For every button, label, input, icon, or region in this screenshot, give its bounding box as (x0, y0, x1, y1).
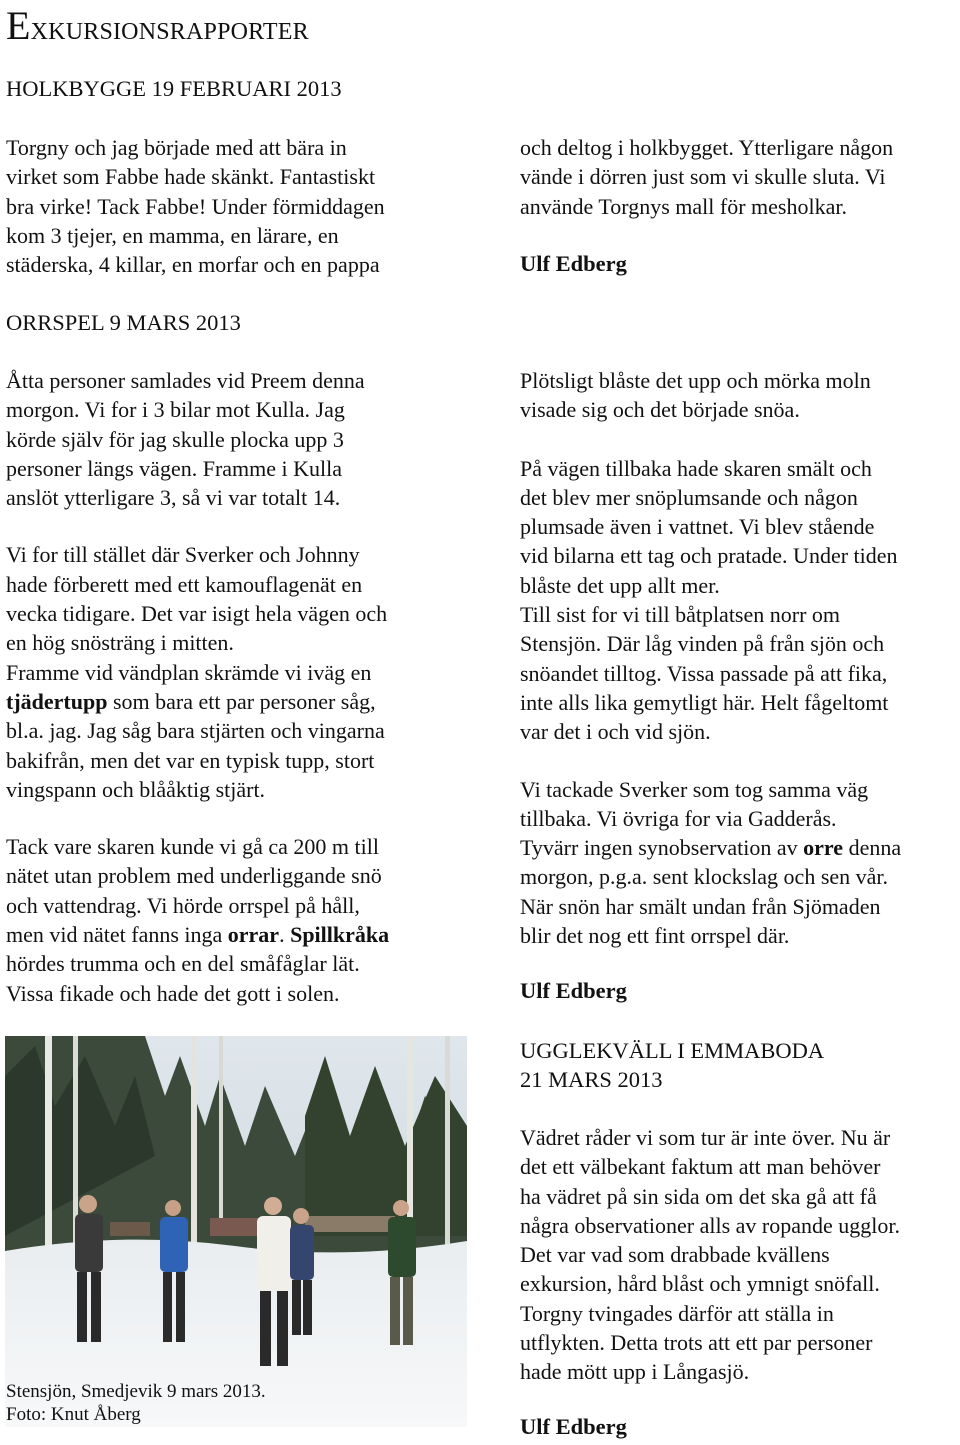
orrspel-heading: ORRSPEL 9 MARS 2013 (6, 310, 241, 335)
text-line: plumsade även i vattnet. Vi blev stående (520, 514, 875, 540)
text-line: Vi tackade Sverker som tog samma väg (520, 776, 869, 802)
text-line: vid bilarna ett tag och pratade. Under tiden (520, 543, 898, 569)
spacer (6, 512, 389, 540)
text-line (520, 833, 901, 862)
caption-line: Stensjön, Smedjevik 9 mars 2013. (6, 1381, 266, 1402)
text-line: snöandet tilltog. Vissa passade på att fika, (520, 660, 888, 686)
ugglekvall-heading (520, 1036, 824, 1094)
text-line: tillbaka. Vi övriga for via Gadderås. (520, 805, 837, 831)
text-line: bl.a. jag. Jag såg bara stjärten och vingarna (6, 718, 385, 744)
text-line: På vägen tillbaka hade skaren smält och (520, 455, 872, 481)
text-line: blir det nog ett fint orrspel där. (520, 923, 790, 949)
text-line: virket som Fabbe hade skänkt. Fantastiskt (6, 164, 376, 190)
bold-word-orrar: orrar (227, 922, 280, 948)
text-line: det blev mer snöplumsande och någon (520, 484, 858, 510)
holkbygge-signature: Ulf Edberg (520, 251, 627, 276)
text-line: Framme vid vändplan skrämde vi iväg en (6, 659, 372, 685)
text-line: nätet utan problem med underliggande snö (6, 863, 382, 889)
text-line: exkursion, hård blåst och ymnigt snöfall. (520, 1271, 880, 1297)
text-line: kom 3 tjejer, en mamma, en lärare, en (6, 222, 339, 248)
holkbygge-heading: HOLKBYGGE 19 FEBRUARI 2013 (6, 76, 342, 101)
text-fragment: men vid nätet fanns inga (6, 922, 228, 948)
ugglekvall-signature: Ulf Edberg (520, 1414, 627, 1439)
title-rest: XKURSIONSRAPPORTER (30, 19, 309, 45)
text-line: Torgny och jag började med att bära in (6, 135, 347, 160)
text-fragment: . (279, 922, 291, 948)
winter-forest-photo (5, 1036, 467, 1427)
heading-line: 21 MARS 2013 (520, 1067, 663, 1092)
page-title (6, 2, 309, 49)
text-line: Åtta personer samlades vid Preem denna (6, 368, 365, 393)
photo-stensjon (5, 1036, 467, 1427)
text-line: Vädret råder vi som tur är inte över. Nu är (520, 1125, 891, 1150)
text-line: Plötsligt blåste det upp och mörka moln (520, 368, 871, 393)
ugglekvall-text (520, 1123, 900, 1387)
text-line (6, 687, 389, 716)
text-line: några observationer alls av ropande ugglor. (520, 1212, 900, 1238)
text-line: Till sist for vi till båtplatsen norr om (520, 602, 841, 628)
text-line: Vi for till stället där Sverker och Johnny (6, 542, 360, 568)
text-line: städerska, 4 killar, en morfar och en pappa (6, 252, 380, 278)
photo-credit: Foto: Knut Åberg (6, 1404, 141, 1425)
text-line: körde själv för jag skulle plocka upp 3 (6, 426, 344, 452)
text-line: visade sig och det började snöa. (520, 397, 800, 423)
text-line: bakifrån, men det var en typisk tupp, stort (6, 747, 375, 773)
text-line: vecka tidigare. Det var isigt hela vägen och (6, 601, 388, 627)
text-line: När snön har smält undan från Sjömaden (520, 893, 881, 919)
heading-line: UGGLEKVÄLL I EMMABODA (520, 1038, 825, 1063)
text-line: utflykten. Detta trots att ett par personer (520, 1330, 873, 1356)
text-line (6, 920, 389, 949)
text-line: hade mött upp i Långasjö. (520, 1359, 750, 1385)
text-line: Torgny tvingades därför att ställa in (520, 1300, 834, 1326)
text-line: och vattendrag. Vi hörde orrspel på håll, (6, 892, 360, 918)
text-line: bra virke! Tack Fabbe! Under förmiddagen (6, 193, 385, 219)
spacer (520, 747, 901, 775)
text-line: inte alls lika gemytligt här. Helt fågeltomt (520, 689, 889, 715)
holkbygge-right-text (520, 133, 893, 221)
text-line: personer längs vägen. Framme i Kulla (6, 455, 343, 481)
title-initial: E (6, 3, 31, 48)
text-line: morgon. Vi for i 3 bilar mot Kulla. Jag (6, 397, 345, 423)
orrspel-signature: Ulf Edberg (520, 978, 627, 1003)
text-line: en hög snösträng i mitten. (6, 630, 234, 656)
spacer (6, 804, 389, 832)
text-line: det ett välbekant faktum att man behöver (520, 1154, 881, 1180)
text-line: och deltog i holkbygget. Ytterligare någon (520, 135, 894, 160)
bold-word-spillkraka: Spillkråka (290, 922, 390, 948)
text-line: var det i och vid sjön. (520, 719, 711, 745)
bold-word-tjadertupp: tjädertupp (6, 688, 108, 714)
orrspel-left-text (6, 366, 389, 1008)
photo-caption (6, 1380, 266, 1426)
text-line: hade förberett med ett kamouflagenät en (6, 571, 363, 597)
text-line: ha vädret på sin sida om det ska gå att få (520, 1183, 877, 1209)
text-line: Tack vare skaren kunde vi gå ca 200 m till (6, 834, 379, 860)
text-line: hördes trumma och en del småfåglar lät. (6, 951, 360, 977)
text-line: vände i dörren just som vi skulle sluta. Vi (520, 164, 886, 190)
text-fragment: denna (843, 835, 902, 861)
spacer (520, 425, 901, 454)
text-line: använde Torgnys mall för mesholkar. (520, 193, 847, 219)
holkbygge-left-text (6, 133, 385, 279)
text-line: morgon, p.g.a. sent klockslag och sen vår. (520, 864, 889, 890)
text-line: Vissa fikade och hade det gott i solen. (6, 980, 340, 1006)
orrspel-right-text (520, 366, 901, 950)
text-line: blåste det upp allt mer. (520, 572, 720, 598)
bold-word-orre: orre (803, 835, 844, 861)
text-fragment: Tyvärr ingen synobservation av (520, 835, 804, 861)
text-line: anslöt ytterligare 3, så vi var totalt 14. (6, 485, 341, 511)
text-line: vingspann och blååktig stjärt. (6, 776, 266, 802)
text-fragment: som bara ett par personer såg, (107, 688, 376, 714)
text-line: Det var vad som drabbade kvällens (520, 1242, 830, 1268)
text-line: Stensjön. Där låg vinden på från sjön och (520, 631, 885, 657)
